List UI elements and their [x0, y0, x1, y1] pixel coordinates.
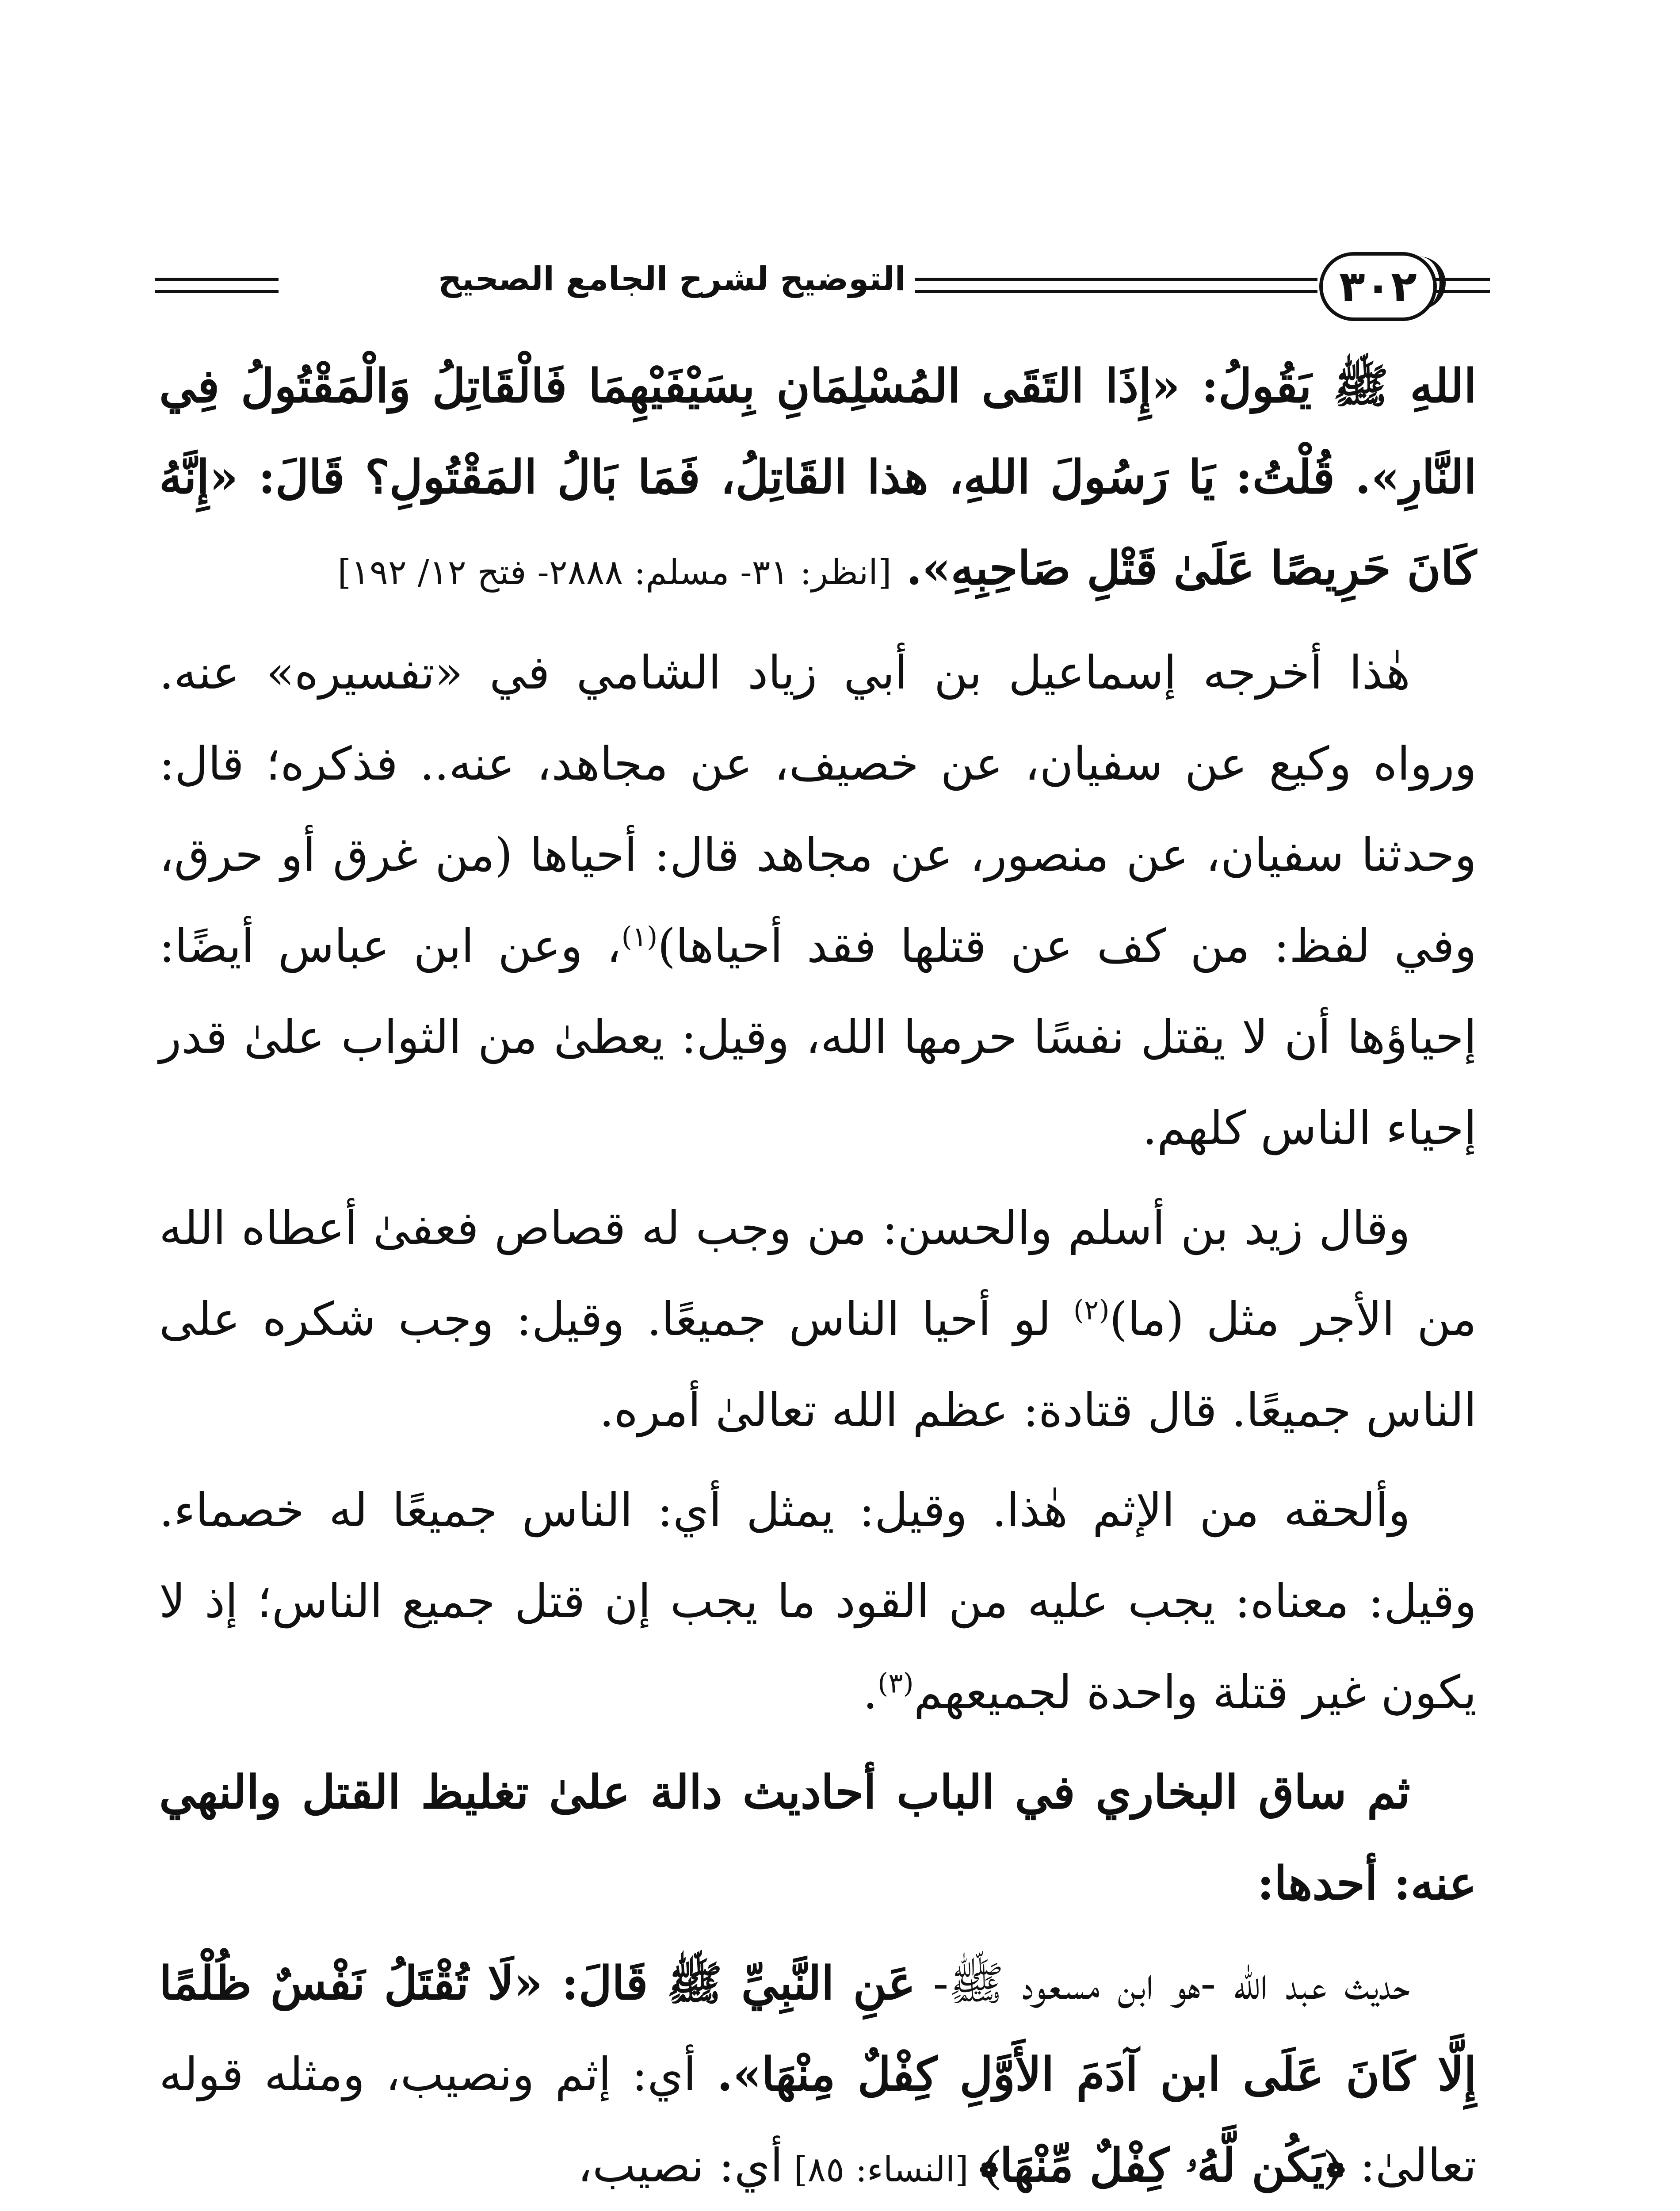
paragraph-text: وقال زيد بن أسلم والحسن: من وجب له قصاص فعفىٰ أعطاه الله من الأجر مثل (ما): [159, 1201, 1477, 1346]
paragraph-text: هٰذا أخرجه إسماعيل بن أبي زياد الشامي في «تفسيره» عنه. ورواه وكيع عن سفيان، عن خصيف، عن مجاهد، عنه.. فذكره؛ قال: وحدثنا سفيان، عن منصور، عن مجاهد قال: أحياها (من غرق أو حرق، وفي لفظ: من كف عن قتلها فقد أحياها): [159, 646, 1477, 973]
paragraph-text: لو أحيا الناس جميعًا. وقيل: وجب شكره على الناس جميعًا. قال قتادة: عظم الله تعالىٰ أمره.: [159, 1292, 1477, 1437]
main-text: [159, 340, 1477, 2211]
running-title: التوضيح لشرح الجامع الصحيح: [429, 260, 915, 298]
footnote-marker-2: (٢): [1073, 1293, 1110, 1326]
page-number: ٣٠٢: [1319, 252, 1437, 321]
hadith-text: اللهِ ﷺ يَقُولُ: «إِذَا التَقَى المُسْلِمَانِ بِسَيْفَيْهِمَا فَالْقَاتِلُ وَالْمَقْتُولُ فِي النَّارِ». قُلْتُ: يَا رَسُولَ اللهِ، هذا القَاتِلُ، فَمَا بَالُ المَقْتُولِ؟ قَالَ: «إِنَّهُ كَانَ حَرِيصًا عَلَىٰ قَتْلِ صَاحِبِهِ».: [159, 359, 1477, 595]
paragraph-hadith-continuation: [159, 340, 1477, 618]
section-heading: ثم ساق البخاري في الباب أحاديث دالة علىٰ تغليظ القتل والنهي عنه: أحدها:: [159, 1765, 1477, 1910]
paragraph-text: .: [863, 1665, 878, 1719]
paragraph-text: وألحقه من الإثم هٰذا. وقيل: يمثل أي: الناس جميعًا له خصماء. وقيل: معناه: يجب عليه من القود ما يجب إن قتل جميع الناس؛ إذ لا يكون غير قتلة واحدة لجميعهم: [159, 1483, 1477, 1719]
paragraph-commentary-3: [159, 1465, 1477, 1738]
header-rule-left-2: [155, 290, 279, 293]
paragraph-hadith-1: [159, 1938, 1477, 2211]
paragraph-text: ، وعن ابن عباس أيضًا: إحياؤها أن لا يقتل نفسًا حرمها الله، وقيل: يعطىٰ من الثواب علىٰ قدر إحياء الناس كلهم.: [159, 919, 1477, 1155]
cross-reference: [انظر: ٣١- مسلم: ٢٨٨٨- فتح ١٢/ ١٩٢]: [337, 553, 892, 593]
hadith-text: عَنِ النَّبِيِّ ﷺ قَالَ: «لَا تُقْتَلُ نَفْسٌ ظُلْمًا إِلَّا كَانَ عَلَى ابن آدَمَ الأَوَّلِ كِفْلٌ مِنْهَا».: [159, 1956, 1477, 2101]
quran-verse: ﴿يَكُن لَّهُۥ كِفْلٌ مِّنْهَا﴾: [979, 2138, 1345, 2192]
footnote-marker-1: (١): [621, 920, 658, 953]
header-rule-left: [155, 278, 279, 281]
paragraph-text: أي: إثم ونصيب، ومثله قوله تعالىٰ:: [159, 2047, 1477, 2192]
page-number-ornament: [1317, 248, 1490, 323]
paragraph-commentary-2: [159, 1182, 1477, 1456]
running-header: [155, 248, 1490, 323]
footnote-marker-3: (٣): [877, 1667, 914, 1699]
verse-reference: [النساء: ٨٥]: [783, 2150, 980, 2190]
paragraph-commentary-1: [159, 627, 1477, 1174]
paragraph-text: حديث عبد الله -هو ابن مسعود ﷺ-: [915, 1956, 1410, 2010]
paragraph-text: أي: نصيب،: [577, 2138, 783, 2192]
